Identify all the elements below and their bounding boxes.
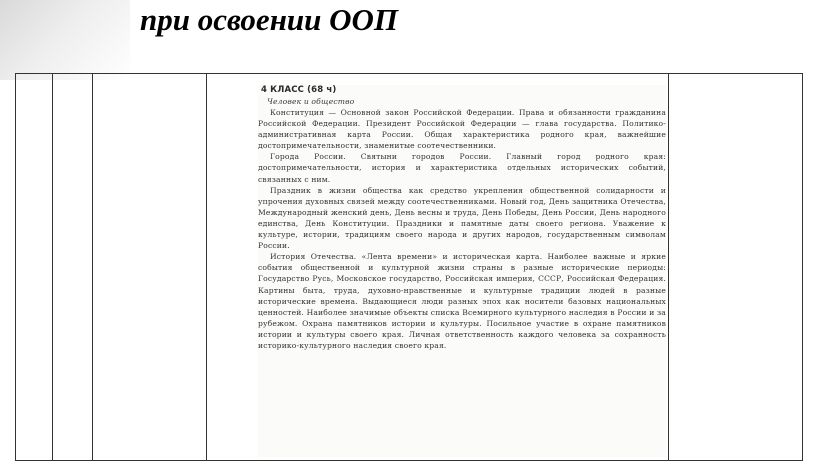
section-heading: Человек и общество	[267, 97, 355, 106]
table-column-divider	[52, 73, 53, 461]
table-column-divider	[668, 73, 669, 461]
document-paragraph: История Отечества. «Лента времени» и историческая карта. Наиболее важные и яркие события общественной и культурной жизни страны в разные исторические периоды: Государство Русь, Московское государство, Российская империя, СССР, Российская Федерация. Картины быта, труда, духовно-нравственные и культурные традиции людей в разные исторические времена. Выдающиеся люди разных эпох как носители базовых национальных ценностей. Наиболее значимые объекты списка Всемирного культурного наследия в России и за рубежом. Охрана памятников истории и культуры. Посильное участие в охране памятников истории и культуры своего края. Личная ответственность каждого человека за сохранность историко-культурного наследия своего края.	[258, 252, 666, 350]
document-paragraph: Праздник в жизни общества как средство укрепления общественной солидарности и упрочения духовных связей между соотечественниками. Новый год, День защитника Отечества, Международный женский день, День весны и труда, День Победы, День России, День народного единства, День Конституции. Праздники и памятные даты своего региона. Уважение к культуре, истории, традициям своего народа и других народов, государственным символам России.	[258, 185, 666, 251]
table-column-divider	[206, 73, 207, 461]
slide-corner-shade	[0, 0, 130, 80]
slide-title: при освоении ООП	[140, 2, 399, 37]
scanned-document-excerpt	[258, 85, 666, 457]
table-column-divider	[92, 73, 93, 461]
document-paragraph: Города России. Святыни городов России. Главный город родного края: достопримечательности, история и характеристика отдельных исторических событий, связанных с ним.	[258, 152, 666, 184]
grade-heading: 4 КЛАСС (68 ч)	[261, 85, 337, 95]
document-paragraph: Конституция — Основной закон Российской Федерации. Права и обязанности гражданина Российской Федерации. Президент Российской Федерации — глава государства. Политико-административная карта России. Общая характеристика родного края, важнейшие достопримечательности, знаменитые соотечественники.	[258, 108, 666, 151]
